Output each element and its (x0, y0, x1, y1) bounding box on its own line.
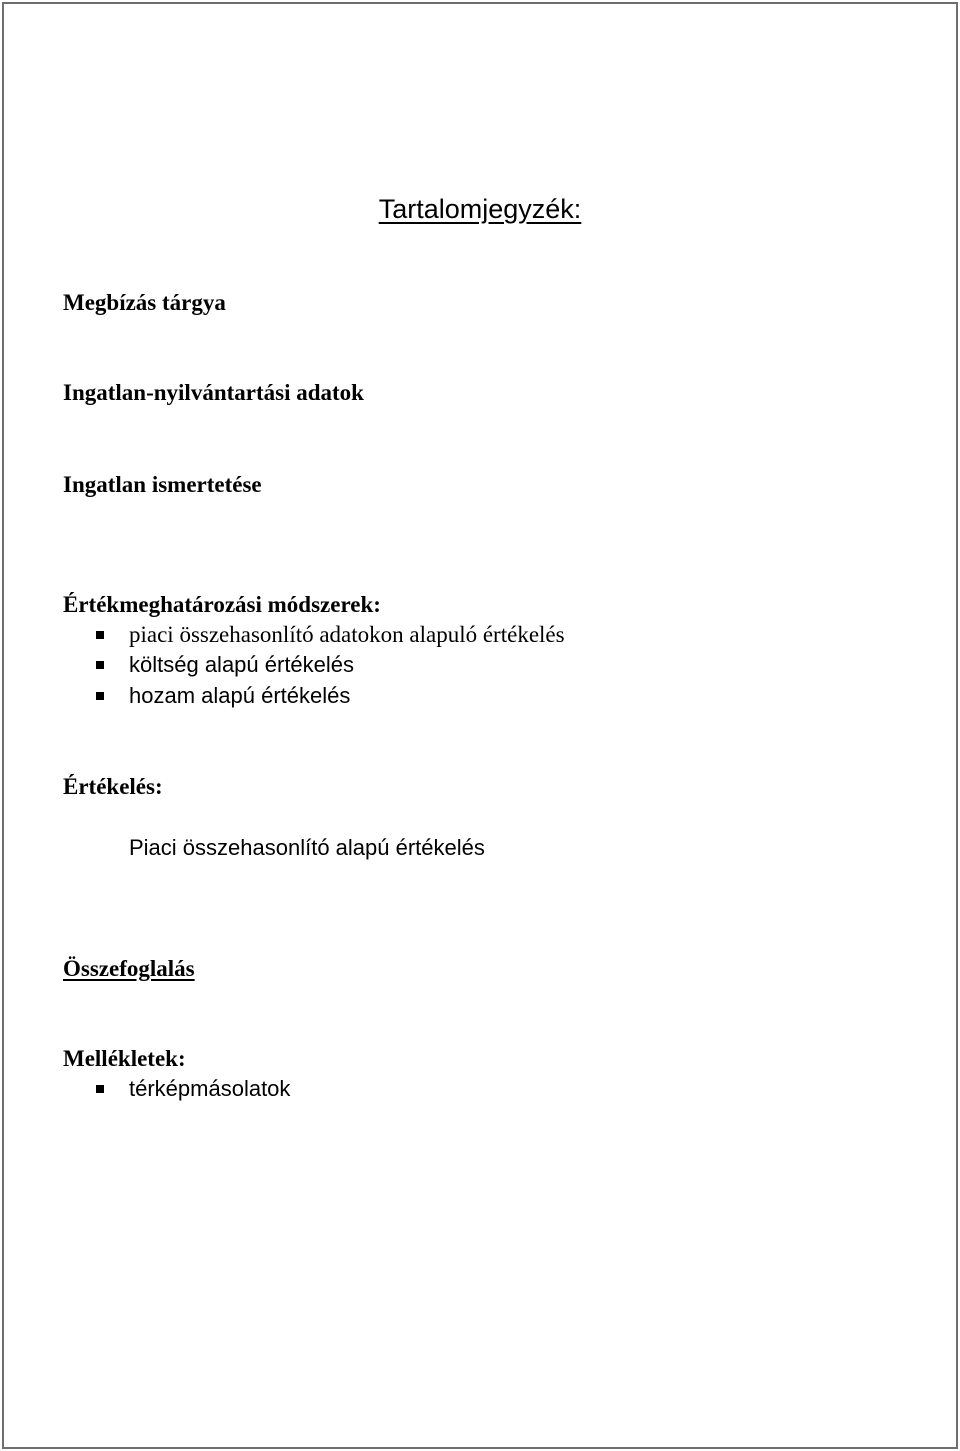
entry-mellekletek: Mellékletek: (63, 1046, 186, 1071)
method-list-item (96, 650, 354, 680)
method-label: költség alapú értékelés (129, 652, 355, 677)
entry-osszefoglalas: Összefoglalás (63, 956, 195, 981)
square-bullet-icon (96, 661, 104, 669)
entry-piaci-osszehasonlito: Piaci összehasonlító alapú értékelés (129, 835, 485, 860)
method-label: piaci összehasonlító adatokon alapuló értékelés (129, 622, 565, 647)
entry-ingatlan-nyilvantartas: Ingatlan-nyilvántartási adatok (63, 380, 364, 405)
square-bullet-icon (96, 1085, 104, 1093)
method-label: hozam alapú értékelés (129, 683, 351, 708)
square-bullet-icon (96, 692, 104, 700)
entry-megbizas-targya: Megbízás tárgya (63, 290, 226, 315)
entry-ingatlan-ismertetese: Ingatlan ismertetése (63, 472, 262, 497)
method-list-item (96, 681, 350, 711)
entry-ertekmeghatarozasi-modszerek: Értékmeghatározási módszerek: (63, 592, 381, 617)
toc-title: Tartalomjegyzék: (378, 194, 582, 224)
square-bullet-icon (96, 631, 104, 639)
attachment-list-item (96, 1074, 290, 1104)
entry-ertekeles: Értékelés: (63, 774, 163, 799)
attachment-label: térképmásolatok (129, 1076, 291, 1101)
method-list-item (96, 620, 565, 650)
